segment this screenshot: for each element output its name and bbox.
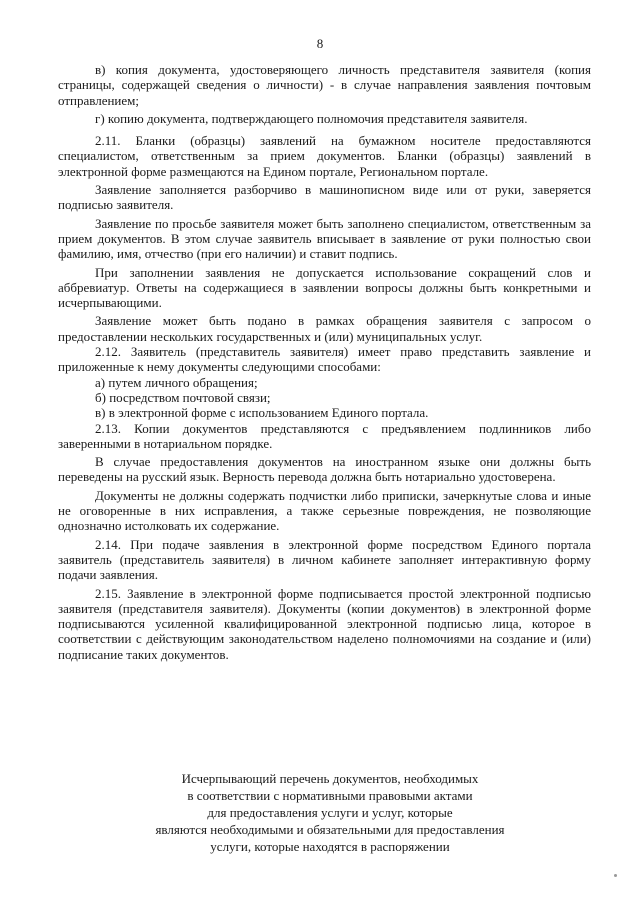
section-heading-line: в соответствии с нормативными правовыми актами <box>187 788 473 803</box>
page-number: 8 <box>316 36 324 51</box>
paragraph-clause-2-15: 2.15. Заявление в электронной форме подписывается простой электронной подписью заявителя (представителя заявителя). Документы (копии документов) в электронной форме подписываются усиленной квалифицированной электронной подписью лица, которое в соответствии с действующим законодательством наделено полномочиями на создание и (или) подписание таких документов. <box>58 585 591 662</box>
section-heading-line: услуги, которые находятся в распоряжении <box>210 839 450 854</box>
paragraph-filled-by-specialist: Заявление по просьбе заявителя может быть заполнено специалистом, ответственным за прием документов. В этом случае заявитель вписывает в заявление от руки полностью свои фамилию, имя, отчество (при его наличии) и ставит подпись. <box>58 215 591 262</box>
section-heading-line: Исчерпывающий перечень документов, необходимых <box>181 771 479 786</box>
paragraph-no-erasures: Документы не должны содержать подчистки либо приписки, зачеркнутые слова и иные не оговоренные в них исправления, а также серьезные повреждения, не позволяющие однозначно истолковать их содержание. <box>58 487 591 534</box>
paragraph-clause-2-12: 2.12. Заявитель (представитель заявителя) имеет право представить заявление и приложенные к нему документы следующими способами: <box>58 344 591 375</box>
list-item-electronic: в) в электронной форме с использованием Единого портала. <box>95 405 429 421</box>
paragraph-clause-2-11: 2.11. Бланки (образцы) заявлений на бумажном носителе предоставляются специалистом, ответственным за прием документов. Бланки (образцы) заявлений в электронной форме размещаются на Едином портале, Региональном портале. <box>58 133 591 179</box>
paragraph-clause-2-14: 2.14. При подаче заявления в электронной форме посредством Единого портала заявитель (представитель заявителя) в личном кабинете заполняет интерактивную форму подачи заявления. <box>58 536 591 583</box>
scan-speck <box>614 874 617 877</box>
section-heading <box>90 770 570 855</box>
section-heading-line: для предоставления услуги и услуг, которые <box>207 805 453 820</box>
paragraph-fill-legibly: Заявление заполняется разборчиво в машинописном виде или от руки, заверяется подписью заявителя. <box>58 182 591 213</box>
paragraph-foreign-language: В случае предоставления документов на иностранном языке они должны быть переведены на русский язык. Верность перевода должна быть нотариально удостоверена. <box>58 454 591 485</box>
body-text <box>58 62 591 662</box>
list-item-by-post: б) посредством почтовой связи; <box>95 389 271 405</box>
list-item-in-person: а) путем личного обращения; <box>95 374 258 390</box>
paragraph-clause-2-13: 2.13. Копии документов представляются с предъявлением подлинников либо заверенными в нотариальном порядке. <box>58 420 591 451</box>
paragraph-item-g-authority-document: г) копию документа, подтверждающего полномочия представителя заявителя. <box>95 110 528 126</box>
paragraph-no-abbreviations: При заполнении заявления не допускается использование сокращений слов и аббревиатур. Ответы на содержащиеся в заявлении вопросы должны быть конкретными и исчерпывающими. <box>58 264 591 311</box>
paragraph-multiple-services: Заявление может быть подано в рамках обращения заявителя с запросом о предоставлении нескольких государственных и (или) муниципальных услуг. <box>58 313 591 344</box>
paragraph-item-v-copy-id: в) копия документа, удостоверяющего личность представителя заявителя (копия страницы, содержащей сведения о личности) - в случае направления заявления почтовым отправлением; <box>58 62 591 108</box>
section-heading-line: являются необходимыми и обязательными для предоставления <box>155 822 505 837</box>
